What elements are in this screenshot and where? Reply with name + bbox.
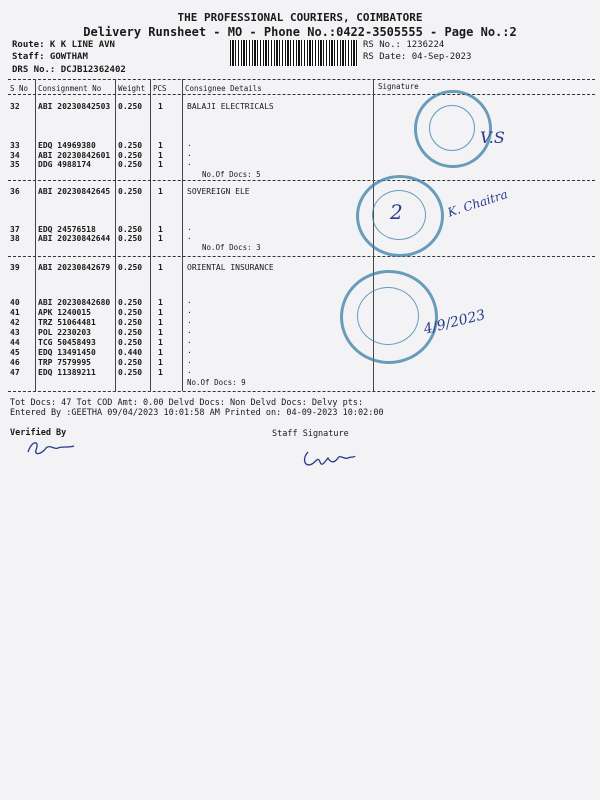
row-pcs: 1	[158, 234, 163, 243]
drs-label: DRS No.: DCJB12362402	[12, 65, 126, 75]
row-sno: 43	[10, 328, 20, 337]
row-consignment-no: EDQ 14969380	[38, 141, 96, 150]
col-header-weight: Weight	[118, 84, 146, 93]
verifier-signature	[24, 436, 76, 462]
consignee-name: SOVEREIGN ELE	[187, 187, 250, 196]
staff-signature-label: Staff Signature	[272, 429, 349, 439]
row-weight: 0.250	[118, 328, 143, 337]
handwritten-number: 2	[390, 200, 403, 224]
row-consignment-no: EDQ 13491450	[38, 348, 96, 357]
row-sno: 46	[10, 358, 20, 367]
row-details: .	[187, 223, 192, 232]
handwritten-signature: K. Chaitra	[445, 187, 510, 220]
row-pcs: 1	[158, 348, 163, 357]
row-consignment-no: ABI 20230842680	[38, 298, 111, 307]
col-divider	[150, 79, 151, 391]
col-divider	[35, 79, 36, 391]
row-consignment-no: TCG 50458493	[38, 338, 96, 347]
row-details: .	[187, 306, 192, 315]
row-weight: 0.250	[118, 187, 143, 196]
row-details: .	[187, 326, 192, 335]
row-details: .	[187, 346, 192, 355]
group-separator	[8, 256, 595, 257]
row-pcs: 1	[158, 141, 163, 150]
row-sno: 41	[10, 308, 20, 317]
table-bottom-rule	[8, 391, 595, 392]
row-sno: 34	[10, 151, 20, 160]
row-pcs: 1	[158, 102, 163, 111]
row-consignment-no: POL 2230203	[38, 328, 91, 337]
row-consignment-no: ABI 20230842601	[38, 151, 111, 160]
table-header-rule	[8, 94, 595, 95]
row-sno: 42	[10, 318, 20, 327]
rubber-stamp	[340, 270, 438, 364]
col-divider	[115, 79, 116, 391]
handwritten-signature: V.S	[480, 128, 505, 147]
row-weight: 0.250	[118, 234, 143, 243]
row-details: .	[187, 296, 192, 305]
row-details: .	[187, 149, 192, 158]
row-sno: 40	[10, 298, 20, 307]
row-details: .	[187, 158, 192, 167]
row-details: .	[187, 232, 192, 241]
row-sno: 47	[10, 368, 20, 377]
docs-count: No.Of Docs: 3	[202, 243, 261, 252]
row-consignment-no: TRZ 51064481	[38, 318, 96, 327]
row-weight: 0.250	[118, 141, 143, 150]
row-sno: 37	[10, 225, 20, 234]
row-consignment-no: ABI 20230842644	[38, 234, 111, 243]
row-details: .	[187, 356, 192, 365]
row-sno: 39	[10, 263, 20, 272]
row-sno: 38	[10, 234, 20, 243]
row-consignment-no: DDG 4988174	[38, 160, 91, 169]
col-header-signature: Signature	[378, 82, 419, 91]
row-weight: 0.250	[118, 298, 143, 307]
row-sno: 36	[10, 187, 20, 196]
row-consignment-no: ABI 20230842645	[38, 187, 111, 196]
row-pcs: 1	[158, 318, 163, 327]
staff-signature	[300, 444, 356, 472]
row-pcs: 1	[158, 151, 163, 160]
row-pcs: 1	[158, 160, 163, 169]
row-pcs: 1	[158, 298, 163, 307]
row-pcs: 1	[158, 368, 163, 377]
col-header-consignee: Consignee Details	[185, 84, 262, 93]
col-header-pcs: PCS	[153, 84, 167, 93]
row-pcs: 1	[158, 308, 163, 317]
row-pcs: 1	[158, 187, 163, 196]
row-weight: 0.250	[118, 102, 143, 111]
handwritten-date: 4/9/2023	[422, 307, 487, 338]
company-title: THE PROFESSIONAL COURIERS, COIMBATORE	[177, 11, 423, 24]
row-sno: 33	[10, 141, 20, 150]
row-weight: 0.250	[118, 308, 143, 317]
row-details: .	[187, 366, 192, 375]
row-details: .	[187, 139, 192, 148]
group-separator	[8, 180, 595, 181]
row-consignment-no: EDQ 24576518	[38, 225, 96, 234]
row-weight: 0.440	[118, 348, 143, 357]
row-weight: 0.250	[118, 225, 143, 234]
table-top-rule	[8, 79, 595, 80]
row-weight: 0.250	[118, 263, 143, 272]
verified-by-label: Verified By	[10, 428, 67, 438]
row-weight: 0.250	[118, 151, 143, 160]
entered-by-line: Entered By :GEETHA 09/04/2023 10:01:58 AM Printed on: 04-09-2023 10:02:00	[10, 408, 384, 418]
row-weight: 0.250	[118, 160, 143, 169]
row-consignment-no: APK 1240015	[38, 308, 91, 317]
row-pcs: 1	[158, 338, 163, 347]
row-sno: 44	[10, 338, 20, 347]
totals-line: Tot Docs: 47 Tot COD Amt: 0.00 Delvd Docs: Non Delvd Docs: Delvy pts:	[10, 398, 364, 408]
row-details: .	[187, 336, 192, 345]
row-consignment-no: EDQ 11389211	[38, 368, 96, 377]
row-pcs: 1	[158, 328, 163, 337]
route-label: Route: K K LINE AVN	[12, 40, 115, 50]
row-weight: 0.250	[118, 338, 143, 347]
row-pcs: 1	[158, 225, 163, 234]
row-pcs: 1	[158, 263, 163, 272]
row-pcs: 1	[158, 358, 163, 367]
consignee-name: BALAJI ELECTRICALS	[187, 102, 274, 111]
consignee-name: ORIENTAL INSURANCE	[187, 263, 274, 272]
staff-label: Staff: GOWTHAM	[12, 52, 88, 62]
docs-count: No.Of Docs: 5	[202, 170, 261, 179]
row-weight: 0.250	[118, 368, 143, 377]
rs-date-label: RS Date: 04-Sep-2023	[363, 52, 472, 62]
row-sno: 45	[10, 348, 20, 357]
row-consignment-no: TRP 7579995	[38, 358, 91, 367]
barcode	[230, 40, 358, 66]
row-sno: 32	[10, 102, 20, 111]
row-weight: 0.250	[118, 358, 143, 367]
row-sno: 35	[10, 160, 20, 169]
col-header-sno: S No	[10, 84, 29, 93]
docs-count: No.Of Docs: 9	[187, 378, 246, 387]
runsheet-subtitle: Delivery Runsheet - MO - Phone No.:0422-3505555 - Page No.:2	[83, 25, 517, 39]
row-weight: 0.250	[118, 318, 143, 327]
col-divider	[182, 79, 183, 391]
col-header-consignment: Consignment No	[38, 84, 102, 93]
rs-no-label: RS No.: 1236224	[363, 40, 445, 50]
row-consignment-no: ABI 20230842503	[38, 102, 111, 111]
row-consignment-no: ABI 20230842679	[38, 263, 111, 272]
row-details: .	[187, 316, 192, 325]
